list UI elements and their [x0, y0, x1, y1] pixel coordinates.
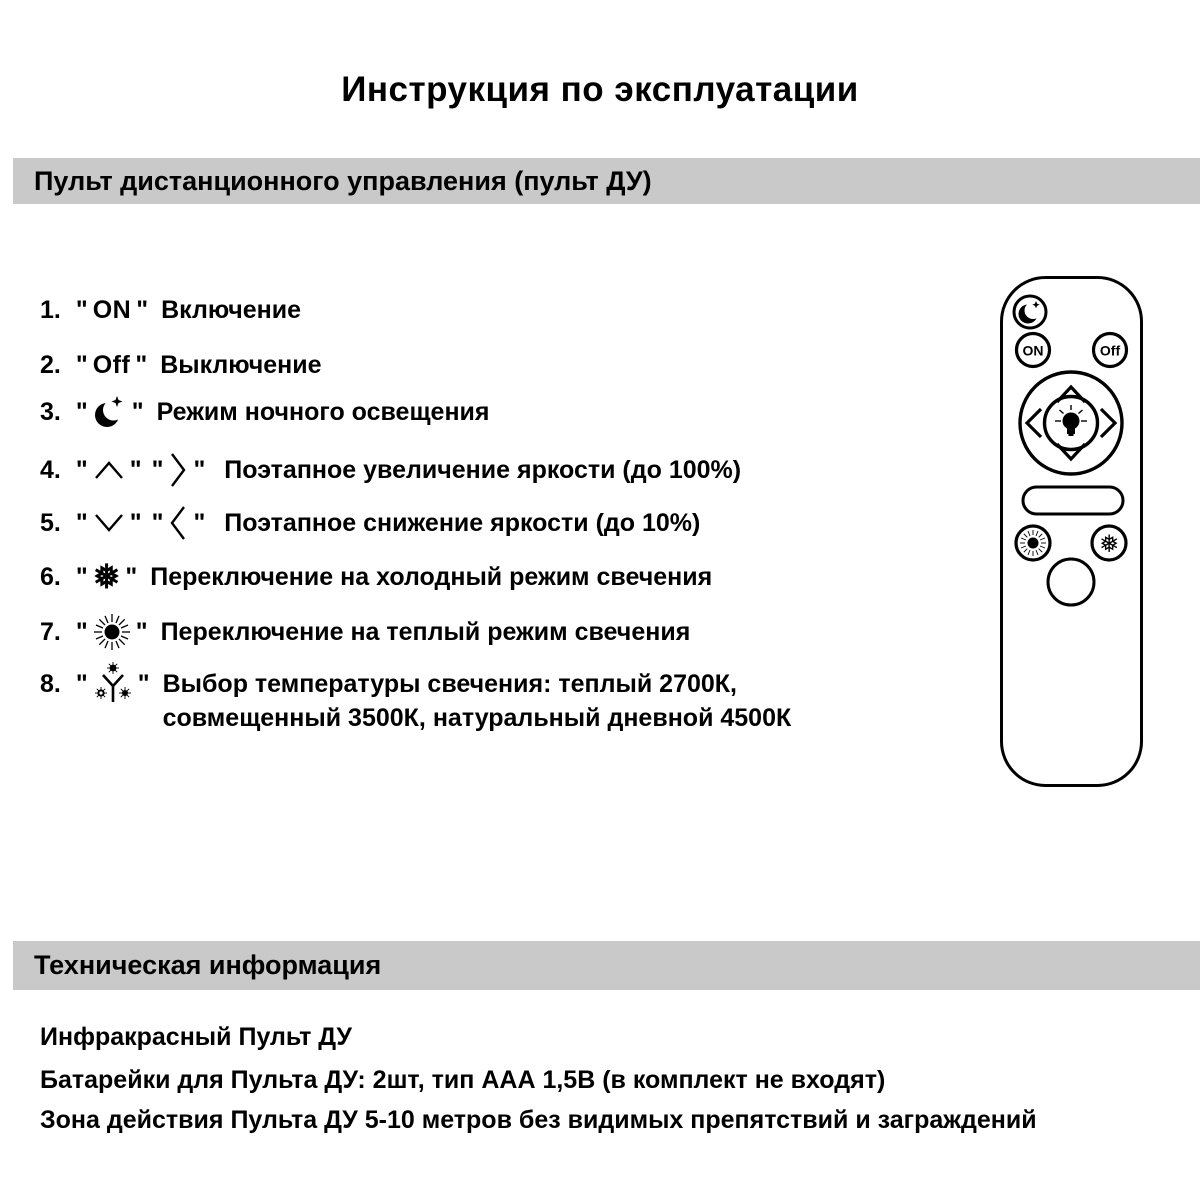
quote-mark: " [135, 351, 148, 379]
item-number: 5. [40, 509, 61, 537]
section-header-remote [13, 158, 1200, 204]
quote-mark: " [131, 398, 144, 426]
quote-mark: " [75, 351, 88, 379]
item-number: 4. [40, 456, 61, 484]
quote-mark: " [75, 618, 88, 646]
list-item-on [40, 293, 301, 327]
quote-mark: " [129, 456, 142, 484]
list-item-brightness-down [40, 504, 700, 542]
remote-warm-button [1016, 526, 1050, 560]
tech-info-line: Зона действия Пульта ДУ 5-10 метров без видимых препятствий и заграждений [40, 1106, 1037, 1134]
snowflake-icon: ❅ [1098, 530, 1120, 558]
item-text-wrap [163, 667, 792, 735]
quote-mark: " [151, 509, 164, 537]
quote-mark: " [136, 296, 149, 324]
quote-mark: " [151, 456, 164, 484]
item-number: 1. [40, 296, 61, 324]
on-label: ON [92, 296, 132, 324]
item-text: Поэтапное снижение яркости (до 10%) [224, 509, 701, 537]
item-text: Выключение [160, 351, 322, 379]
quote-mark: " [75, 296, 88, 324]
remote-off-label: Off [1099, 342, 1121, 359]
temperature-select-icon [93, 667, 133, 701]
chevron-up-icon [93, 459, 125, 481]
item-text: Включение [161, 296, 302, 324]
quote-mark: " [129, 509, 142, 537]
chevron-down-icon [93, 512, 125, 534]
angle-left-icon [168, 504, 188, 542]
list-item-warm-mode [40, 613, 690, 651]
quote-mark: " [75, 456, 88, 484]
section-header-tech [13, 941, 1200, 990]
item-text: Переключение на теплый режим свечения [160, 618, 691, 646]
tech-info-line: Инфракрасный Пульт ДУ [40, 1023, 352, 1051]
list-item-off [40, 348, 321, 382]
item-text-line2: совмещенный 3500К, натуральный дневной 4500К [162, 704, 792, 732]
remote-control-diagram [1000, 276, 1143, 787]
quote-mark: " [75, 509, 88, 537]
quote-mark: " [137, 670, 150, 698]
section-header-remote-label: Пульт дистанционного управления (пульт ДУ) [34, 165, 652, 196]
item-text: Переключение на холодный режим свечения [150, 563, 713, 591]
list-item-cold-mode [40, 557, 713, 595]
list-item-night-mode [40, 394, 490, 430]
item-number: 2. [40, 351, 61, 379]
page-title: Инструкция по эксплуатации [341, 70, 859, 109]
list-item-brightness-up [40, 451, 741, 489]
snowflake-icon: ❅ [92, 557, 121, 595]
crescent-moon-icon [93, 394, 127, 430]
tech-info-line: Батарейки для Пульта ДУ: 2шт, тип ААА 1,5В (в комплект не входят) [40, 1066, 886, 1094]
item-number: 8. [40, 670, 61, 698]
off-label: Off [92, 351, 131, 379]
quote-mark: " [75, 563, 88, 591]
list-item-temperature-select [40, 667, 791, 735]
remote-on-label: ON [1022, 342, 1044, 359]
quote-mark: " [193, 456, 206, 484]
quote-mark: " [135, 618, 148, 646]
item-text-line1: Выбор температуры свечения: теплый 2700К, [162, 670, 737, 698]
item-number: 6. [40, 563, 61, 591]
quote-mark: " [193, 509, 206, 537]
item-text: Поэтапное увеличение яркости (до 100%) [224, 456, 742, 484]
warm-sun-icon [93, 613, 131, 651]
item-text: Режим ночного освещения [156, 398, 490, 426]
quote-mark: " [75, 398, 88, 426]
item-number: 7. [40, 618, 61, 646]
quote-mark: " [125, 563, 138, 591]
angle-right-icon [168, 451, 188, 489]
item-number: 3. [40, 398, 61, 426]
section-header-tech-label: Техническая информация [34, 950, 382, 980]
quote-mark: " [75, 670, 88, 698]
